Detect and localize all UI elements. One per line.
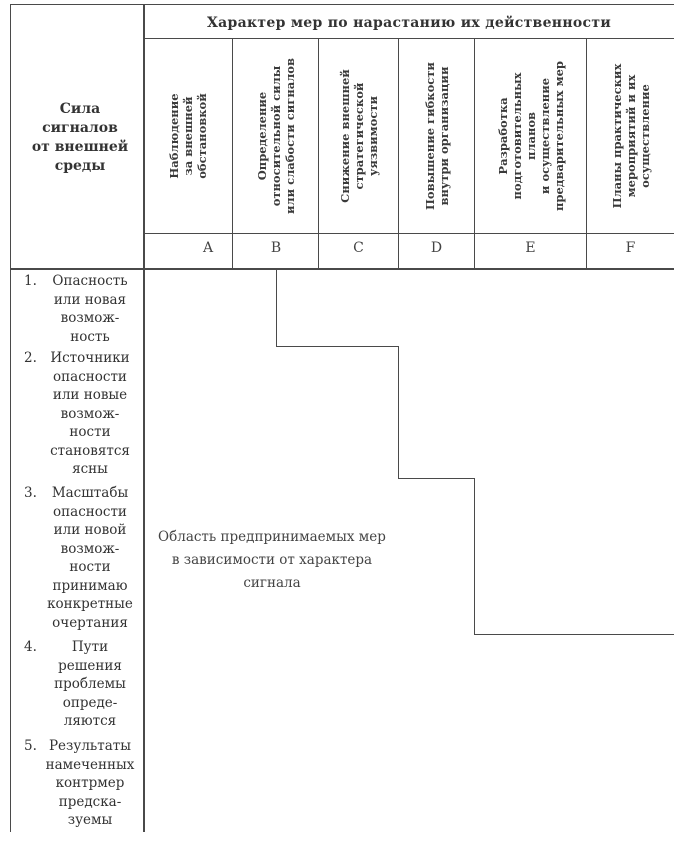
area-step-c-horizontal bbox=[398, 478, 475, 479]
area-step-d-horizontal bbox=[474, 634, 674, 635]
header-title-divider bbox=[143, 38, 674, 39]
signal-stage-5 bbox=[24, 737, 140, 830]
letters-top-divider bbox=[143, 233, 674, 234]
column-letter-b: B bbox=[270, 240, 282, 256]
table-left-border bbox=[10, 4, 11, 832]
area-step-b-vertical bbox=[276, 268, 277, 346]
column-label-f: Планы практических мероприятий и их осуществление bbox=[609, 63, 652, 209]
signal-stage-text: Источники опасности или новые возмож- ности становятся ясны bbox=[50, 350, 130, 477]
signal-stage-4 bbox=[24, 638, 140, 731]
column-label-c: Снижение внешней стратегической уязвимости bbox=[337, 69, 380, 203]
signal-stage-text: Пути решения проблемы опреде- ляются bbox=[54, 639, 126, 729]
column-label-e: Разработка подготовительных планов и осуществление предварительных мер bbox=[495, 61, 566, 211]
signal-stage-number: 2. bbox=[24, 350, 37, 366]
signal-stage-1 bbox=[24, 272, 140, 346]
action-area-label: Область предпринимаемых мер в зависимости от характера сигнала bbox=[158, 529, 386, 591]
signal-column-header: Сила сигналов от внешней среды bbox=[31, 101, 129, 174]
area-step-d-vertical bbox=[474, 478, 475, 635]
column-header-b bbox=[233, 40, 318, 232]
header-bottom-divider bbox=[10, 268, 674, 270]
column-letter-f: F bbox=[625, 240, 636, 256]
signal-stage-2 bbox=[24, 349, 140, 479]
column-header-f bbox=[587, 40, 674, 232]
area-step-b-horizontal bbox=[276, 346, 399, 347]
column-header-c bbox=[319, 40, 398, 232]
column-letter-d: D bbox=[430, 240, 443, 256]
table-top-border bbox=[10, 4, 674, 5]
column-label-b: Определение относительной силы или слабости сигналов bbox=[254, 58, 297, 214]
column-header-d bbox=[399, 40, 474, 232]
signal-stage-number: 5. bbox=[24, 738, 37, 754]
column-letter-c: C bbox=[353, 240, 364, 256]
area-step-c-vertical bbox=[398, 346, 399, 478]
header-title: Характер мер по нарастанию их действенности bbox=[206, 15, 612, 31]
column-letter-a: A bbox=[202, 240, 214, 256]
signal-stage-number: 3. bbox=[24, 485, 37, 501]
column-letter-e: E bbox=[525, 240, 536, 256]
column-label-a: Наблюдение за внешней обстановкой bbox=[167, 93, 209, 179]
signal-stage-text: Результаты намеченных контрмер предска- зуемы bbox=[45, 738, 135, 828]
signal-stage-3 bbox=[24, 484, 140, 632]
signal-stage-number: 1. bbox=[24, 273, 37, 289]
column-header-e bbox=[475, 40, 586, 232]
signal-stage-text: Масштабы опасности или новой возмож- ности принимаю конкретные очертания bbox=[47, 485, 133, 631]
column-header-a bbox=[144, 40, 232, 232]
signal-stage-number: 4. bbox=[24, 639, 37, 655]
column-label-d: Повышение гибкости внутри организации bbox=[422, 62, 451, 210]
signal-stage-text: Опасность или новая возмож- ность bbox=[52, 273, 128, 345]
